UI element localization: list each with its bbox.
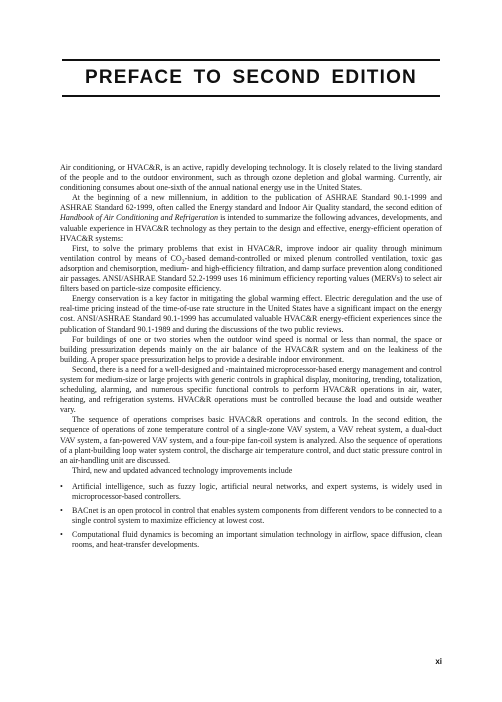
paragraph-intro: Air conditioning, or HVAC&R, is an active, rapidly developing technology. It is closely related to the living standard of the people and to the outdoor environment, such as through ozone depletion and global warming. Currently, air conditioning consumes about one-sixth of the annual national energy use in the United States. xyxy=(60,163,442,193)
co2-subscript: 2 xyxy=(181,259,185,266)
paragraph-second: Second, there is a need for a well-designed and -maintained microprocessor-based energy management and control system for medium-size or large projects with generic controls in graphical display, monitoring, trending, totalization, scheduling, alarming, and numerous specific functional controls to perform HVAC&R operations in air, water, heating, and refrigeration systems. HVAC&R operations must be controlled because the load and outside weather vary. xyxy=(60,364,442,415)
preface-body xyxy=(60,163,442,554)
paragraph-first: First, to solve the primary problems that exist in HVAC&R, improve indoor air quality through minimum ventilation control by means of $CO_2$-based demand-controlled or mixed plenum controlled ventilation, toxic gas adsorption and chemisorption, medium- and high-efficiency filtration, and damp surface prevention along conditioned air passages. ANSI/ASHRAE Standard 52.2-1999 uses 16 minimum efficiency reporting values (MERVs) to select air filters based on particle-size composite efficiency. xyxy=(60,243,442,294)
book-title: Handbook of Air Conditioning and Refrigeration xyxy=(60,213,219,223)
list-item: • Artificial intelligence, such as fuzzy logic, artificial neural networks, and expert systems, is widely used in microprocessor-based controllers. xyxy=(60,481,442,501)
page-title: PREFACE TO SECOND EDITION xyxy=(85,67,417,88)
title-box xyxy=(62,59,440,97)
bullet-icon: • xyxy=(60,530,63,540)
improvements-list xyxy=(60,482,442,551)
paragraph-millennium: At the beginning of a new millennium, in addition to the publication of ASHRAE Standard 90.1-1999 and ASHRAE Standard 62-1999, often called the Energy standard and Indoor Air Quality standard, the second edition of Handbook of Air Conditioning and Refrigeration is intended to summarize the following advances, developments, and valuable experience in HVAC&R technology as they pertain to the design and effective, energy-efficient operation of HVAC&R systems: xyxy=(60,193,442,243)
list-item: • BACnet is an open protocol in control that enables system components from different vendors to be connected to a single control system to maximize efficiency at lowest cost. xyxy=(60,506,442,526)
list-item: • Computational fluid dynamics is becoming an important simulation technology in airflow, space diffusion, clean rooms, and heat-transfer developments. xyxy=(60,530,442,550)
paragraph-pressurization: For buildings of one or two stories when the outdoor wind speed is normal or less than normal, the space or building pressurization depends mainly on the air balance of the HVAC&R system and on the leakiness of the building. A proper space pressurization helps to provide a desirable indoor environment. xyxy=(60,334,442,364)
paragraph-third: Third, new and updated advanced technology improvements include xyxy=(72,465,293,475)
bullet-icon: • xyxy=(60,506,63,516)
bullet-icon: • xyxy=(60,481,63,491)
paragraph-sequence: The sequence of operations comprises basic HVAC&R operations and controls. In the second edition, the sequence of operations of zone temperature control of a single-zone VAV system, a VAV reheat system, a dual-duct VAV system, a fan-powered VAV system, and a four-pipe fan-coil system is analyzed. Also the sequence of operations of a plant-building loop water system control, the discharge air temperature control, and duct static pressure control in an air-handling unit are discussed. xyxy=(60,415,442,465)
page-number: xi xyxy=(435,657,442,666)
paragraph-energy: Energy conservation is a key factor in mitigating the global warming effect. Electric deregulation and the use of real-time pricing instead of the time-of-use rate structure in the United States have a significant impact on the energy cost. ANSI/ASHRAE Standard 90.1-1999 has accumulated valuable HVAC&R energy-efficient experiences since the publication of Standard 90.1-1989 and during the discussions of the two public reviews. xyxy=(60,294,442,334)
